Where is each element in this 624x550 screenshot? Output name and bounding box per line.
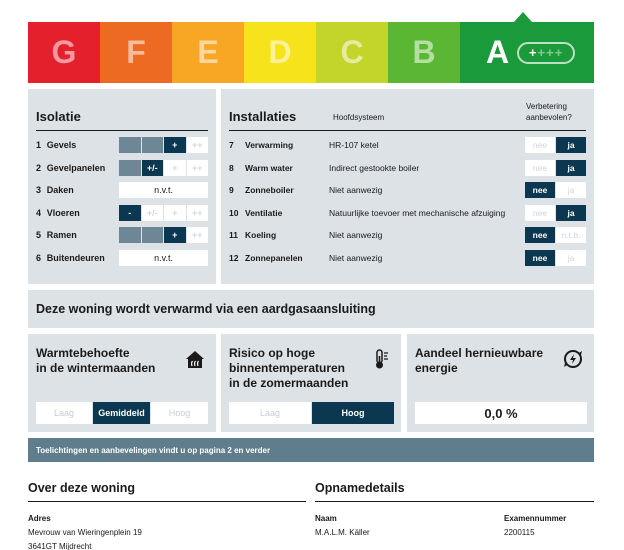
improvement-option: nee xyxy=(525,160,555,176)
energy-class-c: C xyxy=(316,22,388,83)
hernieuwbaar-value: 0,0 % xyxy=(415,402,587,424)
rating-cells xyxy=(119,160,208,176)
isolatie-row xyxy=(36,250,208,266)
row-value: Indirect gestookte boiler xyxy=(329,162,420,173)
row-number: 2 xyxy=(36,162,42,173)
improvement-option: ja xyxy=(556,182,586,198)
risico-box xyxy=(221,334,401,432)
row-number: 10 xyxy=(229,207,239,218)
scale-option: Laag xyxy=(229,402,311,424)
installaties-title: Installaties xyxy=(229,109,297,124)
isolatie-row xyxy=(36,160,208,176)
hernieuwbaar-box xyxy=(407,334,594,432)
over-woning-title: Over deze woning xyxy=(28,481,135,495)
adres-line2: 3641GT Mijdrecht xyxy=(28,542,92,550)
row-number: 5 xyxy=(36,230,42,240)
improvement-option: nee xyxy=(525,205,555,221)
row-label: Buitendeuren xyxy=(46,252,105,263)
rating-cells xyxy=(119,137,208,153)
active-class-pointer xyxy=(514,12,532,22)
rating-cell: +/- xyxy=(142,205,163,221)
naam-label: Naam xyxy=(315,514,337,523)
opname-divider xyxy=(315,501,594,502)
adres-label: Adres xyxy=(28,514,51,523)
isolatie-row xyxy=(36,137,208,153)
verbetering-header: Verbetering aanbevolen? xyxy=(526,102,572,122)
improvement-option: nee xyxy=(525,137,555,153)
improvement-toggle xyxy=(525,227,586,243)
rating-cell xyxy=(119,160,140,176)
examennummer-label: Examennummer xyxy=(504,514,567,523)
isolatie-row xyxy=(36,205,208,221)
installaties-panel xyxy=(221,89,594,284)
rating-cell: ++ xyxy=(187,205,208,221)
row-label: Ventilatie xyxy=(245,207,283,218)
isolatie-row xyxy=(36,182,208,198)
naam-value: M.A.L.M. Käller xyxy=(315,528,370,537)
plus-on: + xyxy=(528,45,538,60)
isolatie-divider xyxy=(36,130,208,131)
installatie-row xyxy=(229,227,586,243)
isolatie-title: Isolatie xyxy=(36,109,81,124)
rating-cell: ++ xyxy=(187,160,208,176)
hoofdsysteem-header: Hoofdsysteem xyxy=(333,113,385,122)
row-label: Zonneboiler xyxy=(245,185,294,195)
row-value: Niet aanwezig xyxy=(329,252,383,263)
info-bar: Toelichtingen en aanbevelingen vindt u op pagina 2 en verder xyxy=(28,438,594,462)
improvement-option: nee xyxy=(525,250,555,266)
row-label: Warm water xyxy=(245,162,293,173)
energy-class-active xyxy=(460,22,594,83)
row-number: 4 xyxy=(36,207,42,218)
row-value: Niet aanwezig xyxy=(329,185,383,195)
improvement-option: ja xyxy=(556,250,586,266)
plus-rating-badge xyxy=(517,42,575,64)
rating-cell: +/- xyxy=(142,160,163,176)
rating-nvt: n.v.t. xyxy=(119,182,208,198)
energy-class-f: F xyxy=(100,22,172,83)
installatie-row xyxy=(229,182,586,198)
improvement-option: n.t.b. xyxy=(556,227,586,243)
rating-nvt: n.v.t. xyxy=(119,250,208,266)
rating-cell: ++ xyxy=(187,227,208,243)
active-class-letter: A xyxy=(486,34,510,70)
row-label: Gevels xyxy=(46,140,77,150)
renewable-energy-icon xyxy=(562,348,584,370)
rating-cells xyxy=(119,227,208,243)
row-value: Niet aanwezig xyxy=(329,230,383,240)
rating-cells xyxy=(119,250,208,266)
rating-cell xyxy=(119,137,140,153)
energy-class-e: E xyxy=(172,22,244,83)
row-label: Daken xyxy=(46,185,74,195)
scale-option: Laag xyxy=(36,402,92,424)
energy-class-d: D xyxy=(244,22,316,83)
rating-cell xyxy=(142,227,163,243)
warmtebehoefte-scale xyxy=(36,402,208,424)
row-label: Zonnepanelen xyxy=(245,252,303,263)
improvement-toggle xyxy=(525,250,586,266)
thermometer-icon xyxy=(369,348,391,370)
rating-cell: + xyxy=(164,160,185,176)
energy-class-g: G xyxy=(28,22,100,83)
improvement-toggle xyxy=(525,137,586,153)
rating-cell: + xyxy=(164,137,185,153)
examennummer-value: 2200115 xyxy=(504,528,535,537)
installatie-row xyxy=(229,250,586,266)
installatie-row xyxy=(229,205,586,221)
rating-cell: + xyxy=(164,227,185,243)
adres-line1: Mevrouw van Wieringenplein 19 xyxy=(28,528,142,537)
improvement-option: ja xyxy=(556,205,586,221)
rating-cell: - xyxy=(119,205,140,221)
improvement-option: nee xyxy=(525,227,555,243)
row-number: 3 xyxy=(36,185,42,195)
isolatie-panel xyxy=(28,89,216,284)
rating-cell: + xyxy=(164,205,185,221)
row-number: 1 xyxy=(36,140,42,150)
scale-option: Hoog xyxy=(312,402,394,424)
improvement-toggle xyxy=(525,182,586,198)
rating-cells xyxy=(119,205,208,221)
energy-class-b: B xyxy=(388,22,460,83)
row-number: 6 xyxy=(36,252,42,263)
scale-option: Hoog xyxy=(151,402,208,424)
rating-cells xyxy=(119,182,208,198)
row-label: Gevelpanelen xyxy=(46,162,106,173)
row-number: 11 xyxy=(229,230,238,240)
over-woning-divider xyxy=(28,501,306,502)
installatie-row xyxy=(229,160,586,176)
row-value: HR-107 ketel xyxy=(329,140,379,150)
improvement-toggle xyxy=(525,205,586,221)
row-number: 9 xyxy=(229,185,234,195)
plus-off: +++ xyxy=(537,45,564,60)
improvement-option: nee xyxy=(525,182,555,198)
warmtebehoefte-title: Warmtebehoefte in de wintermaanden xyxy=(36,346,156,375)
row-value: Natuurlijke toevoer met mechanische afzuiging xyxy=(329,207,506,218)
isolatie-row xyxy=(36,227,208,243)
opname-title: Opnamedetails xyxy=(315,481,405,495)
energy-label-bar xyxy=(28,22,594,83)
rating-cell xyxy=(142,137,163,153)
row-label: Vloeren xyxy=(46,207,80,218)
row-label: Ramen xyxy=(46,230,77,240)
row-label: Verwarming xyxy=(245,140,294,150)
risico-title: Risico op hoge binnentemperaturen in de zomermaanden xyxy=(229,346,349,390)
house-heat-icon xyxy=(184,348,206,370)
improvement-option: ja xyxy=(556,160,586,176)
row-number: 8 xyxy=(229,162,234,173)
heating-banner: Deze woning wordt verwarmd via een aardgasaansluiting xyxy=(28,290,594,328)
hernieuwbaar-title: Aandeel hernieuwbare energie xyxy=(415,346,544,375)
scale-option: Gemiddeld xyxy=(93,402,150,424)
risico-scale xyxy=(229,402,394,424)
row-number: 7 xyxy=(229,140,234,150)
installatie-row xyxy=(229,137,586,153)
row-label: Koeling xyxy=(245,230,277,240)
improvement-option: ja xyxy=(556,137,586,153)
rating-cell: ++ xyxy=(187,137,208,153)
rating-cell xyxy=(119,227,140,243)
improvement-toggle xyxy=(525,160,586,176)
warmtebehoefte-box xyxy=(28,334,216,432)
installaties-divider xyxy=(229,130,586,131)
row-number: 12 xyxy=(229,252,239,263)
